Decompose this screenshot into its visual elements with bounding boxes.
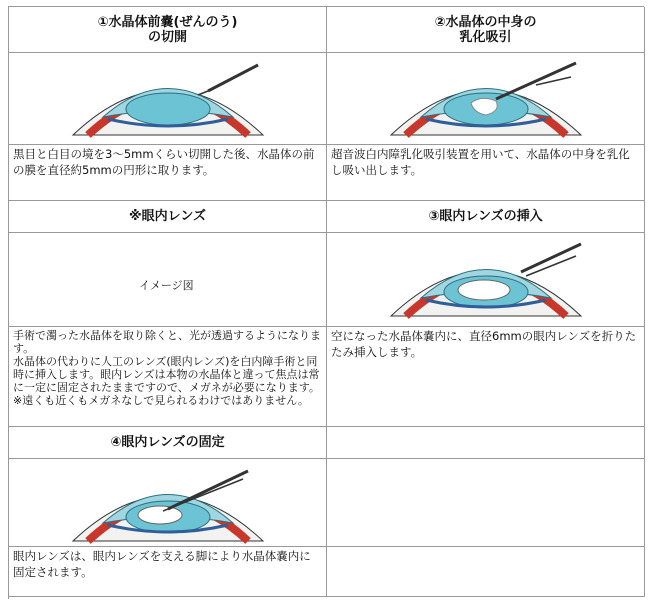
step2-description: 超音波白内障乳化吸引装置を用いて、水晶体の中身を乳化し吸い出します。 [327, 145, 645, 201]
step3-description: 空になった水晶体嚢内に、直径6mmの眼内レンズを折りたたみ挿入します。 [327, 327, 645, 427]
step2-illustration [327, 53, 645, 145]
empty-cell [327, 427, 645, 459]
step4-description: 眼内レンズは、眼内レンズを支える脚により水晶体嚢内に固定されます。 [9, 547, 327, 597]
eye-emulsification-illustration [386, 55, 586, 143]
step3-illustration [327, 233, 645, 327]
image-placeholder-text: イメージ図 [139, 279, 194, 292]
iol-image-placeholder [9, 233, 327, 327]
empty-cell [327, 459, 645, 547]
step1-description: 黒目と白目の境を3〜5mmくらい切開した後、水晶体の前の膜を直径約5mmの円形に取ります。 [9, 145, 327, 201]
iol-desc-line2: 水晶体の代わりに人工のレンズ(眼内レンズ)を白内障手術と同時に挿入します。眼内レンズは本物の水晶体と違って焦点は常に一定に固定されたままですので、メガネが必要になります。 [13, 355, 320, 394]
iol-title: ※眼内レンズ [129, 209, 206, 224]
step4-header [9, 427, 327, 459]
step2-header [327, 7, 645, 53]
step1-header [9, 7, 327, 53]
step2-title-line2: 乳化吸引 [459, 29, 512, 45]
eye-lens-insertion-illustration [386, 236, 586, 324]
iol-desc-line1: 手術で濁った水晶体を取り除くと、光が透過するようになります。 [13, 329, 321, 355]
eye-lens-fixation-illustration [68, 461, 268, 545]
empty-cell [327, 547, 645, 597]
surgery-steps-table [8, 6, 644, 599]
step1-title-line2: の切開 [147, 29, 187, 45]
step4-title: ④眼内レンズの固定 [110, 435, 225, 450]
step3-title: ③眼内レンズの挿入 [428, 209, 543, 224]
step2-title-line1: ②水晶体の中身の [434, 14, 537, 30]
iol-header [9, 201, 327, 233]
eye-incision-illustration [68, 55, 268, 143]
step1-title-line1: ①水晶体前嚢(ぜんのう) [97, 14, 238, 30]
iol-description [9, 327, 327, 427]
iol-desc-line3: ※遠くも近くもメガネなしで見られるわけではありません。 [13, 394, 309, 407]
step1-illustration [9, 53, 327, 145]
step3-header [327, 201, 645, 233]
step4-illustration [9, 459, 327, 547]
